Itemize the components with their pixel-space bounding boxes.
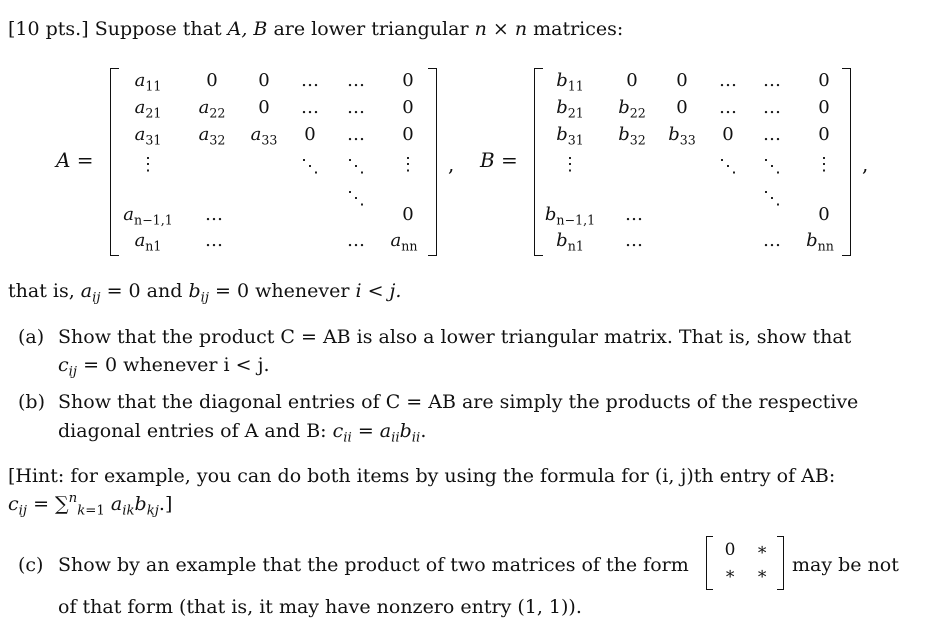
matrix-a-cell: $a_{n-1,1}$ <box>123 204 173 228</box>
item-a-text-line1: Show that the product C = AB is also a lower triangular matrix. That is, show that <box>58 326 852 348</box>
item-b-text-line1: Show that the diagonal entries of C = AB are simply the products of the respective <box>58 391 859 413</box>
matrix-b-cell: $b_{n-1,1}$ <box>544 204 596 228</box>
matrix-a-left-bracket <box>110 68 119 256</box>
matrix-b-cell: $b_{n1}$ <box>556 230 584 254</box>
matrix-b-cell: 0 <box>818 97 830 118</box>
matrix-a-cell: … <box>205 204 223 225</box>
matrix-b-cell: $b_{nn}$ <box>806 230 834 254</box>
matrix-b-cell: ⋱ <box>763 188 781 209</box>
intro-suffix: matrices: <box>533 18 624 40</box>
matrix-a-cell: $a_{31}$ <box>134 124 162 148</box>
matrix-a-cell: $a_{22}$ <box>198 97 226 121</box>
hint-line1: [Hint: for example, you can do both items by using the formula for (i, j)th entry of AB: <box>8 465 836 487</box>
matrix-b-cell: ⋱ <box>719 156 737 177</box>
matrix-a-cell: ⋮ <box>139 154 157 175</box>
matrix-a-cell: 0 <box>402 124 414 145</box>
matrix-a-cell: ⋮ <box>399 154 417 175</box>
matrix-b-cell: … <box>719 70 737 91</box>
problem-statement <box>8 18 623 41</box>
matrix-a-cell: $a_{nn}$ <box>390 230 418 254</box>
item-c-text-line1-suffix: may be not <box>792 554 899 576</box>
definition-line: that is, $a_{ij} = 0$ and $b_{ij} = 0$ whenever i < j. <box>8 280 402 306</box>
matrix-b-cell: … <box>719 97 737 118</box>
matrix-a-cell: $a_{32}$ <box>198 124 226 148</box>
intro-vars: A, B <box>227 18 268 40</box>
item-b-text-line2: diagonal entries of A and B: $c_{ii} = a_{ii}b_{ii}$. <box>58 420 427 446</box>
matrix-a-cell: … <box>347 124 365 145</box>
item-a-text-line2: $c_{ij} = 0$ whenever i < j. <box>58 354 270 380</box>
matrix-b-cell: 0 <box>676 97 688 118</box>
matrix-b-cell: 0 <box>818 204 830 225</box>
item-b-marker: (b) <box>18 391 45 413</box>
item-c-text-line2: of that form (that is, it may have nonzero entry (1, 1)). <box>58 596 582 618</box>
item-a-marker: (a) <box>18 326 45 348</box>
small-matrix-cell: ∗ <box>724 564 736 584</box>
matrix-a-cell: $a_{n1}$ <box>134 230 162 254</box>
matrix-a-cell: 0 <box>258 97 270 118</box>
matrix-a-cell: $a_{21}$ <box>134 97 162 121</box>
matrix-a-cell: $a_{33}$ <box>250 124 278 148</box>
small-matrix-cell: 0 <box>724 540 736 560</box>
matrix-b-cell: ⋮ <box>815 154 833 175</box>
matrix-b-cell: $b_{31}$ <box>556 124 584 148</box>
matrix-a-cell: … <box>301 97 319 118</box>
matrix-a-cell: … <box>301 70 319 91</box>
small-matrix-right-bracket <box>777 536 784 590</box>
matrix-a-cell: … <box>205 230 223 251</box>
matrix-a-cell: ⋱ <box>347 156 365 177</box>
matrix-b-cell: $b_{22}$ <box>618 97 646 121</box>
item-c-text-line1-prefix: Show by an example that the product of two matrices of the form <box>58 554 689 576</box>
matrix-a-cell: 0 <box>402 204 414 225</box>
matrix-b-right-bracket <box>842 68 851 256</box>
matrix-a-cell: 0 <box>258 70 270 91</box>
matrix-a <box>110 60 450 260</box>
matrix-b-label: B = <box>480 148 518 172</box>
intro-mid: are lower triangular <box>273 18 469 40</box>
matrix-b-cell: $b_{21}$ <box>556 97 584 121</box>
matrix-b-cell: … <box>763 124 781 145</box>
matrix-b <box>534 60 864 260</box>
matrix-b-cell: … <box>763 97 781 118</box>
matrix-b-cell: $b_{32}$ <box>618 124 646 148</box>
matrix-b-cell: $b_{33}$ <box>668 124 696 148</box>
matrix-a-trailing-comma: , <box>448 152 455 176</box>
matrix-a-cell: 0 <box>402 70 414 91</box>
matrix-b-cell: 0 <box>722 124 734 145</box>
matrix-b-cell: ⋮ <box>561 154 579 175</box>
small-matrix-left-bracket <box>706 536 713 590</box>
small-matrix-cell: ∗ <box>756 564 768 584</box>
hint-line2: $c_{ij} = \sum^n_{k=1}$ $a_{ik}b_{kj}$.] <box>8 491 173 519</box>
matrix-b-cell: … <box>625 204 643 225</box>
matrix-a-cell: $a_{11}$ <box>134 70 162 94</box>
matrix-a-label: A = <box>56 148 94 172</box>
matrix-a-cell: … <box>347 97 365 118</box>
matrix-a-cell: ⋱ <box>301 156 319 177</box>
matrix-a-cell: 0 <box>206 70 218 91</box>
matrix-b-cell: ⋱ <box>763 156 781 177</box>
matrix-b-cell: $b_{11}$ <box>556 70 584 94</box>
matrix-b-cell: … <box>763 70 781 91</box>
matrix-b-cell: 0 <box>818 124 830 145</box>
matrix-a-cell: ⋱ <box>347 188 365 209</box>
matrix-b-cell: 0 <box>818 70 830 91</box>
matrix-b-cell: … <box>625 230 643 251</box>
matrix-a-right-bracket <box>428 68 437 256</box>
matrix-b-cell: … <box>763 230 781 251</box>
item-c-marker: (c) <box>18 554 44 576</box>
matrix-b-cell: 0 <box>626 70 638 91</box>
example-form-matrix <box>706 536 784 590</box>
matrix-a-cell: 0 <box>402 97 414 118</box>
matrix-b-left-bracket <box>534 68 543 256</box>
intro-prefix: Suppose that <box>94 18 222 40</box>
matrix-b-trailing-comma: , <box>862 152 869 176</box>
intro-dims: n × n <box>474 18 528 40</box>
matrix-a-cell: … <box>347 230 365 251</box>
points-label: [10 pts.] <box>8 18 89 40</box>
matrix-a-cell: 0 <box>304 124 316 145</box>
matrix-b-cell: 0 <box>676 70 688 91</box>
matrix-a-cell: … <box>347 70 365 91</box>
small-matrix-cell: ∗ <box>756 540 768 560</box>
